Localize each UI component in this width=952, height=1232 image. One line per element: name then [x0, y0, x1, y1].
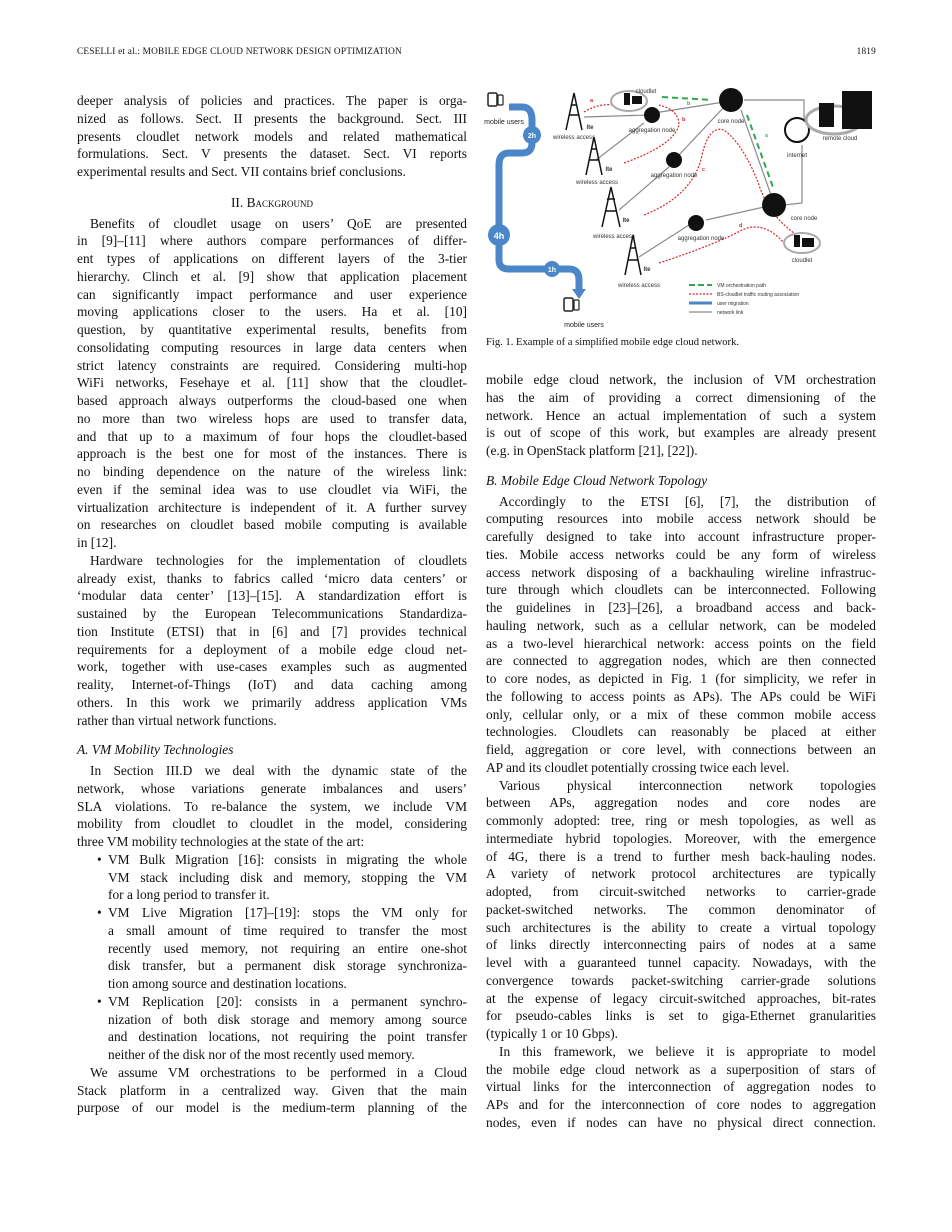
text-line: ent types of applications on different layers of the 3-tier: [77, 251, 467, 266]
tablet-icon: [564, 298, 573, 311]
text-line: nized as follows. Sect. II presents the background. Sect. III: [77, 110, 467, 126]
svg-text:c: c: [702, 167, 706, 173]
running-header: CESELLI et al.: MOBILE EDGE CLOUD NETWORK DESIGN OPTIMIZATION: [77, 47, 402, 57]
tablet-icon: [488, 93, 497, 106]
paragraph: [77, 92, 467, 181]
text-line: are connected to aggregation nodes, which are then connected: [486, 653, 876, 669]
text-line: approach is the best one for most of the instances. There is: [77, 446, 467, 462]
svg-text:lte: lte: [622, 218, 630, 224]
text-line: hierarchy. Clinch et al. [9] show that application placement: [77, 268, 467, 284]
subsection-heading: A. VM Mobility Technologies: [77, 742, 234, 758]
text-line: technologies. Cloudlets can reasonably be placed at either: [486, 724, 876, 740]
text-line: to core nodes, as depicted in Fig. 1 (for simplicity, we refer in: [486, 671, 876, 686]
text-line: the guidelines in [23]–[26], a broadband access and back-: [486, 600, 876, 615]
text-line: mobility from cloudlet to cloudlet in the model, considering: [77, 816, 467, 832]
text-line: packet-switched networks. The common denominator of: [486, 901, 876, 917]
text-line: strict latency constraints are required. Considering multi-hop: [77, 357, 467, 373]
svg-text:remote cloud: remote cloud: [822, 136, 858, 142]
phone-icon: [574, 300, 579, 310]
text-line: purpose of our model is the medium-term planning of the: [77, 1100, 467, 1116]
svg-text:core node: core node: [790, 216, 818, 222]
svg-text:lte: lte: [643, 267, 651, 273]
paragraph: [77, 1064, 467, 1117]
svg-text:lte: lte: [605, 167, 613, 173]
svg-text:a: a: [590, 98, 594, 104]
arrow-down-icon: [572, 289, 586, 299]
text-line: Stack platform in a centralized way. Given that the main: [77, 1082, 467, 1098]
paragraph: [77, 552, 467, 730]
text-line: AP and its cloudlet potentially crossing twice each level.: [486, 759, 790, 775]
text-line: already exist, thanks to fabrics called ‘micro data centers’ or: [77, 570, 467, 586]
svg-text:b: b: [682, 117, 686, 123]
svg-text:cloudlet: cloudlet: [635, 89, 657, 95]
text-line: a small amount of time required to transfer the most: [108, 922, 467, 938]
text-line: carefully designed to take into account infrastructure proper-: [486, 529, 876, 544]
text-line: tion Institute (ETSI) that in [6] and [7] provides technical: [77, 623, 467, 639]
duration-2h: 2h: [527, 133, 537, 140]
text-line: and destination locations, not requiring the point transfer: [108, 1029, 467, 1045]
text-line: work, together with use-cases examples such as augmented: [77, 659, 467, 675]
text-line: at the expense of legacy circuit-switched approaches, bit-rates: [486, 990, 876, 1006]
legend-item: user migration: [717, 301, 749, 307]
text-line: rather than virtual network functions.: [77, 712, 277, 728]
node-labels: [484, 89, 857, 329]
text-line: VM Live Migration [17]–[19]: stops the VM only for: [108, 905, 467, 920]
text-line: deeper analysis of policies and practices. The paper is orga-: [77, 93, 467, 108]
text-line: in [12].: [77, 535, 117, 550]
svg-text:cloudlet: cloudlet: [791, 258, 813, 264]
svg-text:aggregation node: aggregation node: [677, 236, 725, 242]
text-line: (e.g. in OpenStack platform [21], [22]).: [486, 443, 698, 458]
bullet-item: [77, 993, 467, 1064]
svg-text:wireless access: wireless access: [552, 135, 596, 141]
legend: [689, 283, 799, 316]
text-line: nodes, even if nodes can have no physical direct connection.: [486, 1114, 876, 1130]
paragraph: [486, 371, 876, 460]
text-line: presents cloudlet network models and related mathematical: [77, 128, 467, 144]
svg-text:core node: core node: [717, 119, 745, 125]
svg-text:lte: lte: [586, 125, 594, 131]
bullet-item: [77, 904, 467, 993]
figure-1-network-diagram: [484, 85, 880, 335]
text-line: between APs, aggregation nodes and core nodes are: [486, 795, 876, 811]
paragraph: [486, 1043, 876, 1132]
svg-text:d: d: [739, 223, 743, 229]
text-line: of links directly interconnecting pairs of nodes at a same: [486, 937, 876, 953]
text-line: intermediate hybrid topologies. Moreover, with the emergence: [486, 830, 876, 846]
text-line: ‘modular data center’ [13]–[15]. A standardization effort is: [77, 588, 467, 604]
text-line: in [9]–[11] where authors compare performances of differ-: [77, 233, 467, 249]
paragraph: [486, 493, 876, 777]
text-line: and that up to a maximum of four hops the cloudlet-based: [77, 428, 467, 444]
text-line: the mobile edge cloud network as a superposition of stars of: [486, 1061, 876, 1077]
text-line: APs and for the interconnection of core nodes to aggregation: [486, 1097, 876, 1112]
text-line: the following to access points as APs). The APs could be WiFi: [486, 688, 876, 704]
paragraph: [77, 762, 467, 851]
svg-text:wireless access: wireless access: [617, 283, 661, 289]
text-line: Benefits of cloudlet usage on users’ QoE are presented: [90, 215, 467, 231]
text-line: mobile edge cloud network, the inclusion of VM orchestration: [486, 372, 876, 387]
text-line: has the aim of providing a correct dimensioning of the: [486, 389, 876, 405]
text-line: can significantly impact performance and user experience: [77, 286, 467, 302]
svg-text:aggregation node: aggregation node: [650, 173, 698, 179]
text-line: formulations. Sect. V presents the dataset. Sect. VI reports: [77, 146, 467, 162]
text-line: virtualization architecture is independent of it. A further survey: [77, 499, 467, 515]
text-line: question, by quantitative experimental results, benefits from: [77, 322, 467, 337]
text-line: for pseudo-cables links is set to giga-Ethernet granularities: [486, 1008, 876, 1024]
right-column: [486, 371, 876, 1132]
text-line: adopted, from circuit-switched networks to carrier-grade: [486, 884, 876, 899]
text-line: SLA violations. To re-balance the system, we include VM: [77, 798, 467, 814]
text-line: WiFi networks, Fesehaye et al. [11] show that the cloudlet-: [77, 375, 467, 391]
text-line: Hardware technologies for the implementation of cloudlets: [90, 552, 467, 568]
svg-text:s: s: [765, 133, 769, 139]
text-line: VM Bulk Migration [16]: consists in migrating the whole: [108, 851, 467, 867]
text-line: network. Hence an actual implementation of such a system: [486, 407, 876, 423]
phone-icon: [498, 95, 503, 105]
text-line: no more than two wireless hops are used to transfer data,: [77, 410, 467, 426]
svg-text:aggregation node: aggregation node: [628, 128, 676, 134]
text-line: moving applications closer to the users. Ha et al. [10]: [77, 304, 467, 320]
text-line: even if the seminal idea was to use cloudlet via WiFi, the: [77, 481, 467, 497]
bullet-item: [77, 851, 467, 904]
legend-item: network link: [717, 310, 744, 316]
figure-caption: Fig. 1. Example of a simplified mobile edge cloud network.: [486, 337, 740, 348]
text-line: on researches on cloudlet based mobile computing is available: [77, 517, 467, 533]
text-line: level with a guaranteed tunnel capacity. Nowadays, with the: [486, 955, 876, 970]
text-line: such architectures is the ability to create a virtual topology: [486, 919, 876, 935]
svg-text:wireless access: wireless access: [592, 234, 636, 240]
text-line: nization of both disk storage and memory among source: [108, 1011, 467, 1027]
text-line: Accordingly to the ETSI [6], [7], the distribution of: [499, 493, 876, 509]
text-line: tion among source and destination locations.: [108, 976, 347, 991]
mobile-users-label: mobile users: [484, 119, 524, 126]
text-line: for a long period to transfer it.: [108, 887, 270, 903]
text-line: commonly adopted: tree, ring or mesh topologies, as well as: [486, 813, 876, 828]
svg-text:wireless access: wireless access: [575, 180, 619, 186]
text-line: only, cellular only, or a mix of these common mobile access: [486, 706, 876, 722]
text-line: recently used memory, not requiring an entire one-shot: [108, 940, 467, 956]
text-line: reality, Internet-of-Things (IoT) and data caching among: [77, 677, 467, 692]
bullet-icon: •: [97, 851, 102, 867]
text-line: no binding dependence on the nature of the wireless link:: [77, 464, 467, 479]
text-line: of 4G, there is a trend to further mesh back-hauling nodes.: [486, 848, 876, 864]
text-line: computing resources into mobile access network should be: [486, 511, 876, 527]
text-line: field, aggregation or core level, with connections between an: [486, 742, 876, 757]
text-line: sustained by the European Telecommunications Standardiza-: [77, 606, 467, 621]
duration-1h: 1h: [547, 267, 557, 274]
paragraph: [77, 215, 467, 552]
subsection-heading: B. Mobile Edge Cloud Network Topology: [486, 472, 708, 488]
text-line: neither of the disk nor of the most recently used memory.: [108, 1047, 415, 1062]
bullet-icon: •: [97, 905, 102, 920]
text-line: In this framework, we believe it is appropriate to model: [499, 1043, 876, 1059]
legend-item: BS-cloudlet traffic routing association: [717, 292, 800, 298]
text-line: Various physical interconnection network topologies: [499, 777, 876, 793]
text-line: three VM mobility technologies at the state of the art:: [77, 834, 365, 849]
paragraph: [486, 777, 876, 1043]
text-line: A variety of network protocol architectures are typically: [486, 866, 876, 882]
text-line: VM stack including disk and memory, stopping the VM: [108, 869, 467, 885]
text-line: requirements for a deployment of a mobile edge cloud net-: [77, 641, 467, 657]
bullet-icon: •: [97, 993, 102, 1009]
text-line: experimental results and Sect. VII contains brief conclusions.: [77, 164, 406, 179]
text-line: convergence towards packet-switching carrier-grade solutions: [486, 972, 876, 988]
text-line: ties. Mobile access networks could be any form of wireless: [486, 546, 876, 562]
text-line: (typically 1 or 10 Gbps).: [486, 1026, 619, 1041]
text-line: We assume VM orchestrations to be performed in a Cloud: [90, 1064, 467, 1080]
text-line: VM Replication [20]: consists in a permanent synchro-: [108, 993, 467, 1009]
text-line: In Section III.D we deal with the dynamic state of the: [90, 763, 467, 778]
svg-text:b: b: [687, 101, 691, 107]
left-column: [77, 92, 467, 1117]
page-number: 1819: [856, 47, 876, 57]
text-line: others. In this work we primarily address application VMs: [77, 694, 467, 710]
svg-text:internet: internet: [786, 153, 808, 159]
mobile-users-label: mobile users: [564, 322, 604, 329]
text-line: consolidating computing resources in large data centers when: [77, 339, 467, 355]
text-line: network, whose variations generate imbalances and users’: [77, 780, 467, 796]
text-line: ture through which cloudlets can be interconnected. Following: [486, 582, 876, 598]
text-line: is out of scope of this work, but examples are already present: [486, 425, 876, 441]
legend-item: VM orchestration path: [717, 283, 766, 289]
text-line: access network disposing of a backhauling wireline infrastruc-: [486, 564, 876, 580]
text-line: hauling network, such as a cellular network, can be modeled: [486, 617, 876, 633]
text-line: based approach always outperforms the cloud-based one when: [77, 393, 467, 408]
duration-4h: 4h: [493, 231, 505, 241]
section-heading: II. Background: [230, 194, 314, 210]
text-line: virtual links for the interconnection of aggregation nodes to: [486, 1079, 876, 1095]
text-line: disk transfer, but a permanent disk storage synchroniza-: [108, 958, 467, 974]
text-line: as a two-level hierarchical network: access points on the field: [486, 635, 876, 651]
